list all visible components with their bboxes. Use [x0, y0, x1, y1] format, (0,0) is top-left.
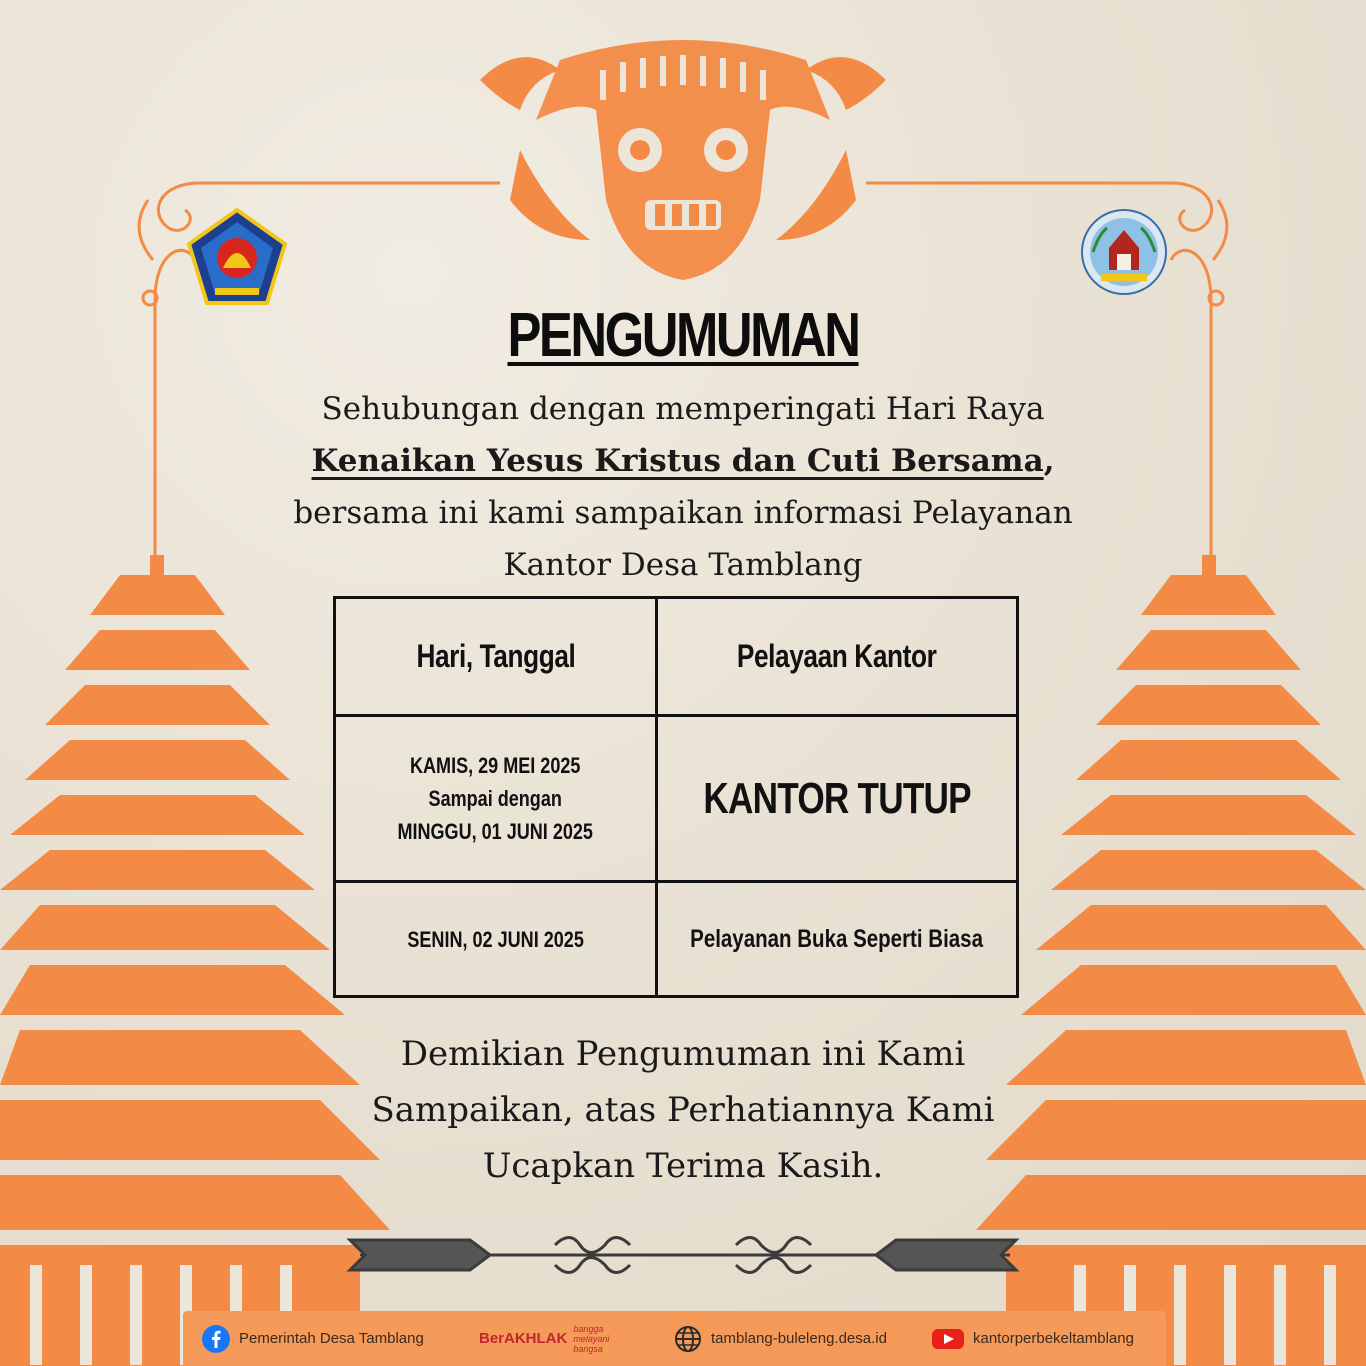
- row-2-service-cell: [657, 882, 1018, 997]
- row-1-service-text: KANTOR TUTUP: [703, 773, 971, 823]
- row-1-date-text: [398, 749, 594, 848]
- intro-line-2-tail: ,: [1043, 443, 1055, 479]
- meru-pagoda-ornament-right: [976, 555, 1366, 1366]
- row-1-date-end: MINGGU, 01 JUNI 2025: [397, 819, 594, 844]
- berakhlak-tagline: bangga melayani bangsa: [573, 1323, 610, 1354]
- footer-facebook-text: Pemerintah Desa Tamblang: [239, 1330, 424, 1347]
- buleleng-regency-emblem: [187, 208, 287, 306]
- meru-pagoda-ornament-left: [0, 555, 390, 1366]
- table-row: [335, 882, 1018, 997]
- header-cell-date: [335, 598, 657, 716]
- row-1-date-cell: [335, 716, 657, 882]
- row-1-date-connector: Sampai dengan: [428, 786, 563, 811]
- footer-youtube-link[interactable]: [931, 1311, 1134, 1366]
- facebook-icon: [201, 1324, 231, 1354]
- intro-line-3: bersama ini kami sampaikan informasi Pelayanan: [293, 495, 1073, 531]
- closing-line-2: Sampaikan, atas Perhatiannya Kami: [371, 1090, 995, 1130]
- berakhlak-wordmark: BerAKHLAK: [479, 1330, 568, 1347]
- footer-website-link[interactable]: [673, 1311, 887, 1366]
- row-1-date-start: KAMIS, 29 MEI 2025: [410, 753, 581, 778]
- footer-youtube-text: kantorperbekeltamblang: [973, 1330, 1134, 1347]
- arrow-divider-ornament: [350, 1238, 1016, 1273]
- intro-line-4: Kantor Desa Tamblang: [503, 547, 863, 583]
- row-2-date-cell: [335, 882, 657, 997]
- header-service-label: Pelayaan Kantor: [737, 638, 937, 674]
- closing-line-1: Demikian Pengumuman ini Kami: [400, 1034, 966, 1074]
- footer-website-text: tamblang-buleleng.desa.id: [711, 1330, 887, 1347]
- table-header-row: [335, 598, 1018, 716]
- intro-line-1: Sehubungan dengan memperingati Hari Raya: [321, 391, 1045, 427]
- desa-tamblang-emblem: [1079, 208, 1169, 296]
- table-row: [335, 716, 1018, 882]
- row-2-date-text: SENIN, 02 JUNI 2025: [407, 926, 584, 952]
- footer-bar: [183, 1311, 1166, 1366]
- row-1-service-cell: [657, 716, 1018, 882]
- footer-facebook-link[interactable]: [201, 1311, 424, 1366]
- schedule-table: [333, 596, 1019, 998]
- intro-line-2: [0, 435, 1366, 487]
- header-cell-service: [657, 598, 1018, 716]
- header-date-label: Hari, Tanggal: [416, 638, 575, 674]
- row-2-service-text: Pelayanan Buka Seperti Biasa: [690, 924, 984, 953]
- barong-mask-ornament: [480, 40, 886, 280]
- page-title: PENGUMUMAN: [507, 301, 859, 370]
- intro-emphasis: Kenaikan Yesus Kristus dan Cuti Bersama: [311, 443, 1044, 479]
- globe-icon: [673, 1324, 703, 1354]
- youtube-icon: [931, 1324, 965, 1354]
- closing-line-3: Ucapkan Terima Kasih.: [482, 1146, 884, 1186]
- footer-berakhlak-logo: [479, 1311, 623, 1366]
